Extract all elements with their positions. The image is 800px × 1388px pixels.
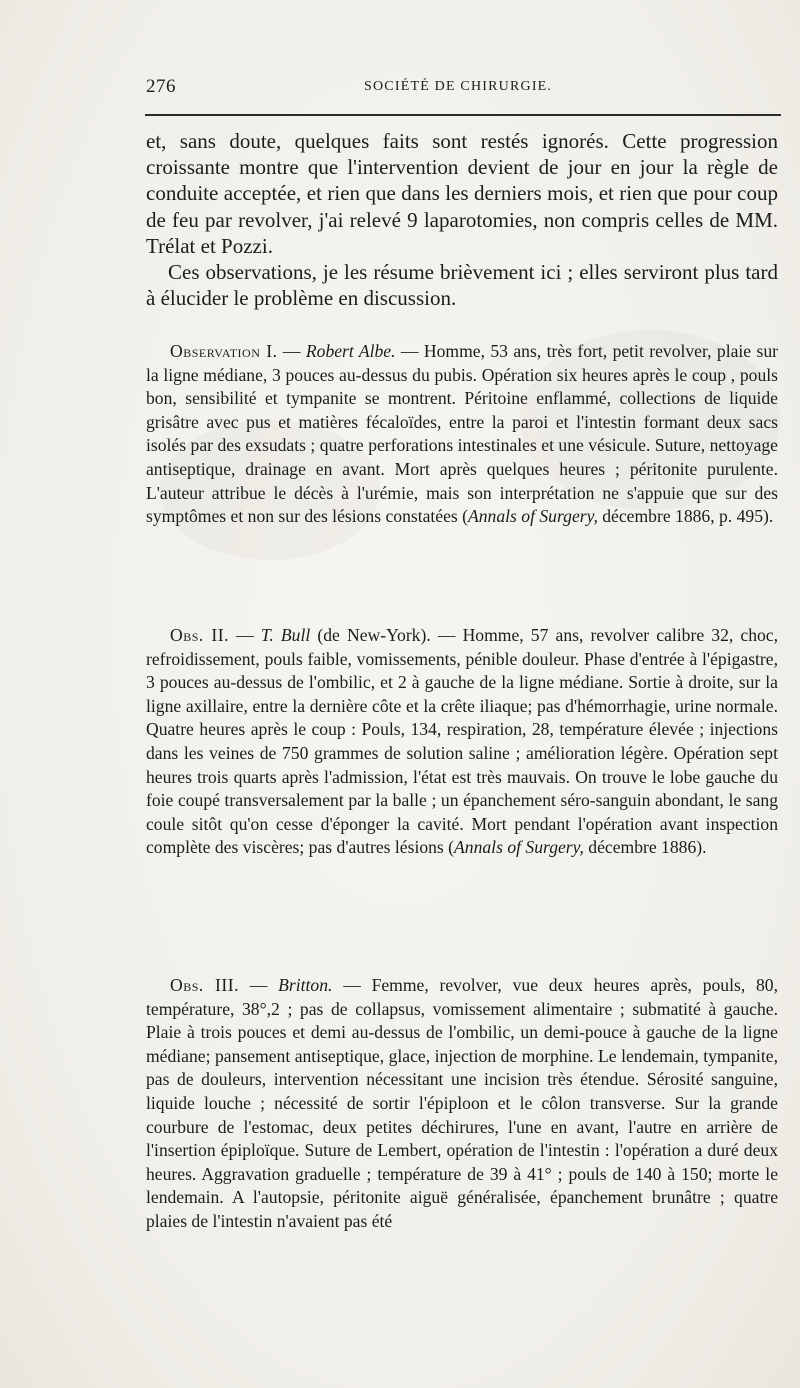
observation-2 xyxy=(146,624,778,860)
observation-body: — Homme, 53 ans, très fort, petit revolver, plaie sur la ligne médiane, 3 pouces au-dessus du pubis. Opération six heures après le coup , pouls bon, sensibilité et tympanite se montrent. Péritoine enflammé, collections de liquide grisâtre avec pus et matières fécaloïdes, entre la paroi et l'intestin formant deux sacs isolés par des exsudats ; quatre perforations intestinales et une vésicule. Suture, nettoyage antiseptique, drainage en avant. Mort après quelques heures ; péritonite purulente. L'auteur attribue le décès à l'urémie, mais son interprétation ne s'appuie que sur des symptômes et non sur des lésions constatées ( xyxy=(146,341,779,527)
journal-citation: Annals of Surgery, xyxy=(454,837,584,858)
intro-paragraph: Ces observations, je les résume brièvement ici ; elles serviront plus tard à élucider le problème en discussion. xyxy=(146,260,778,311)
observation-body: — Femme, revolver, vue deux heures après, pouls, 80, température, 38°,2 ; pas de collapsus, vomissement alimentaire ; submatité à gauche. Plaie à trois pouces et demi au-dessus de l'ombilic, un demi-pouce à gauche de la ligne médiane; pansement antiseptique, glace, injection de morphine. Le lendemain, tympanite, pas de douleurs, intervention nécessitant une incision très étendue. Sérosité sanguine, liquide louche ; nécessité de sortir l'épiploon et le côlon transverse. Sur la grande courbure de l'estomac, deux petites déchirures, l'une en avant, l'autre en arrière de l'insertion épiploïque. Suture de Lembert, opération de l'intestin : l'opération a duré deux heures. Aggravation graduelle ; température de 39 à 41° ; pouls de 140 à 150; morte le lendemain. A l'autopsie, péritonite aiguë généralisée, épanchement brunâtre ; quatre plaies de l'intestin n'avaient pas été xyxy=(146,975,779,1231)
observation-body-end: décembre 1886). xyxy=(583,837,707,858)
intro-paragraph: et, sans doute, quelques faits sont restés ignorés. Cette progression croissante montre que l'intervention devient de jour en jour la règle de conduite acceptée, et rien que dans les derniers mois, et rien que pour coup de feu par revolver, j'ai relevé 9 laparotomies, non compris celles de MM. Trélat et Pozzi. xyxy=(146,129,778,258)
observation-paragraph xyxy=(146,624,778,860)
intro-section xyxy=(146,128,778,311)
observation-1 xyxy=(146,340,778,529)
page-number: 276 xyxy=(146,76,176,97)
observation-label: Obs. III. xyxy=(170,975,240,995)
page-header xyxy=(146,76,776,100)
observation-author: Britton. xyxy=(278,975,333,995)
dash: — xyxy=(239,975,279,995)
observation-author: Robert Albe. xyxy=(305,341,396,361)
journal-citation: Annals of Surgery, xyxy=(468,506,598,527)
dash: — xyxy=(229,625,261,645)
running-head: SOCIÉTÉ DE CHIRURGIE. xyxy=(364,79,553,94)
observation-body-end: décembre 1886, p. 495). xyxy=(597,506,774,527)
observation-label: Obs. II. xyxy=(170,625,230,645)
observation-body: (de New-York). — Homme, 57 ans, revolver calibre 32, choc, refroidissement, pouls faible, vomissements, pénible douleur. Phase d'entrée à l'épigastre, 3 pouces au-dessus de l'ombilic, et 2 à gauche de la ligne médiane. Sortie à droite, sur la ligne axillaire, entre la dernière côte et la crête iliaque; pas d'hémorrhagie, urine normale. Quatre heures après le coup : Pouls, 134, respiration, 28, température élevée ; injections dans les veines de 750 grammes de solution saline ; amélioration légère. Opération sept heures trois quarts après l'admission, l'état est très mauvais. On trouve le lobe gauche du foie coupé transversalement par la balle ; un épanchement séro-sanguin abondant, le sang coule sitôt qu'on cesse d'éponger la cavité. Mort pendant l'opération avant inspection complète des viscères; pas d'autres lésions ( xyxy=(146,625,779,858)
observation-paragraph xyxy=(146,340,778,529)
header-rule xyxy=(145,114,781,116)
observation-author: T. Bull xyxy=(260,625,311,645)
observation-3 xyxy=(146,974,778,1234)
observation-label: Observation I. xyxy=(170,341,278,361)
observation-paragraph xyxy=(146,974,778,1234)
dash: — xyxy=(277,341,306,361)
